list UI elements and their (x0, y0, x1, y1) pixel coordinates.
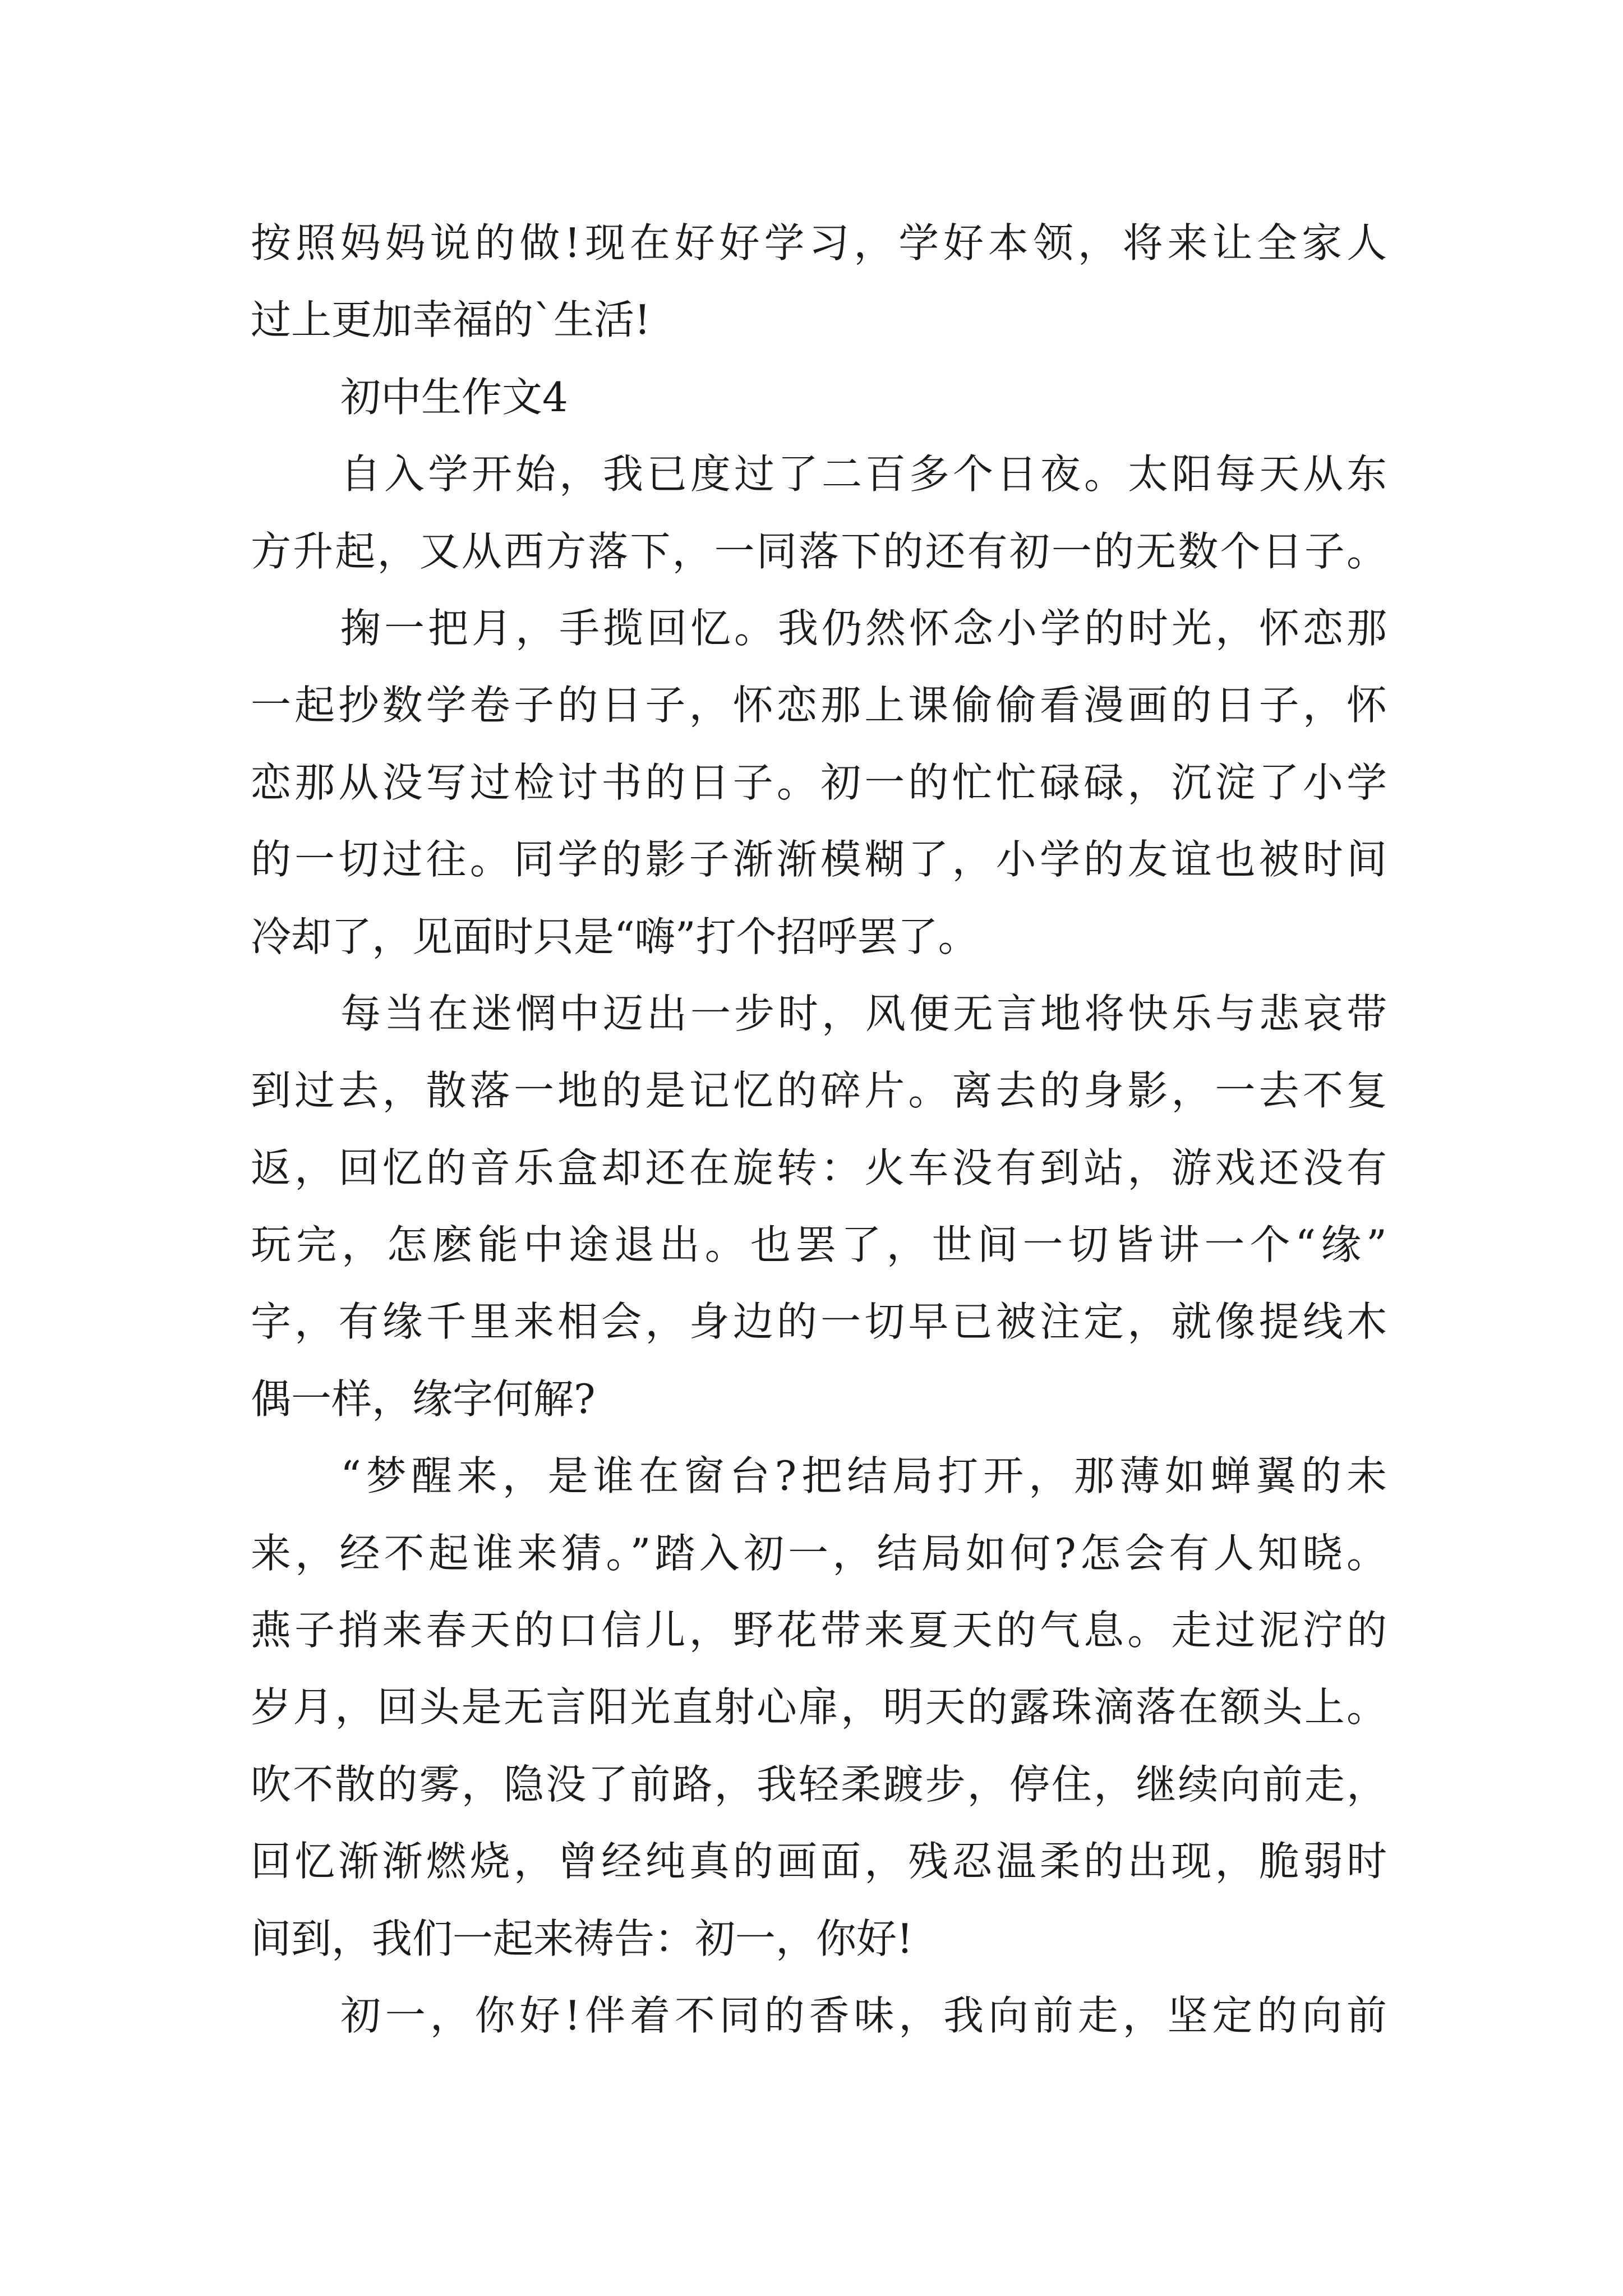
paragraph (251, 590, 1387, 976)
text-line: 字，有缘千里来相会，身边的一切早已被注定，就像提线木 (251, 1298, 1387, 1346)
text-line: 每当在迷惘中迈出一步时，风便无言地将快乐与悲哀带 (340, 990, 1387, 1037)
text-line: 过上更加幸福的`生活! (251, 296, 651, 344)
text-line: 燕子捎来春天的口信儿，野花带来夏天的气息。走过泥泞的 (251, 1607, 1387, 1654)
text-line: 的一切过往。同学的影子渐渐模糊了，小学的友谊也被时间 (251, 836, 1387, 884)
text-line: 初一，你好!伴着不同的香味，我向前走，坚定的向前 (340, 1991, 1387, 2039)
text-line: 到过去，散落一地的是记忆的碎片。离去的身影，一去不复 (251, 1067, 1387, 1115)
text-line: 按照妈妈说的做!现在好好学习，学好本领，将来让全家人 (251, 219, 1387, 266)
heading-text: 初中生作文4 (340, 373, 568, 421)
paragraph (251, 1438, 1387, 1977)
section-heading (251, 359, 1387, 436)
text-line: 偶一样，缘字何解? (251, 1375, 596, 1423)
text-line: 玩完，怎麽能中途退出。也罢了，世间一切皆讲一个“缘” (251, 1221, 1387, 1269)
text-line: 岁月，回头是无言阳光直射心扉，明天的露珠滴落在额头上。 (251, 1683, 1387, 1731)
text-line: 掬一把月，手揽回忆。我仍然怀念小学的时光，怀恋那 (340, 604, 1387, 652)
paragraph (251, 1977, 1387, 2054)
text-line: 一起抄数学卷子的日子，怀恋那上课偷偷看漫画的日子，怀 (251, 682, 1387, 729)
text-line: 自入学开始，我已度过了二百多个日夜。太阳每天从东 (340, 450, 1387, 498)
text-line: 吹不散的雾，隐没了前路，我轻柔踱步，停住，继续向前走， (251, 1760, 1387, 1808)
text-line: 回忆渐渐燃烧，曾经纯真的画面，残忍温柔的出现，脆弱时 (251, 1838, 1387, 1885)
text-line: “梦醒来，是谁在窗台?把结局打开，那薄如蝉翼的未 (340, 1452, 1387, 1500)
paragraph (251, 205, 1387, 359)
text-line: 方升起，又从西方落下，一同落下的还有初一的无数个日子。 (251, 527, 1387, 575)
text-line: 来，经不起谁来猜。”踏入初一，结局如何?怎会有人知晓。 (251, 1529, 1387, 1577)
document-body (251, 205, 1387, 2054)
text-line: 冷却了，见面时只是“嗨”打个招呼罢了。 (251, 913, 979, 960)
text-line: 返，回忆的音乐盒却还在旋转：火车没有到站，游戏还没有 (251, 1144, 1387, 1191)
text-line: 间到，我们一起来祷告：初一，你好! (251, 1915, 913, 1962)
paragraph (251, 436, 1387, 590)
text-line: 恋那从没写过检讨书的日子。初一的忙忙碌碌，沉淀了小学 (251, 758, 1387, 806)
paragraph (251, 976, 1387, 1438)
